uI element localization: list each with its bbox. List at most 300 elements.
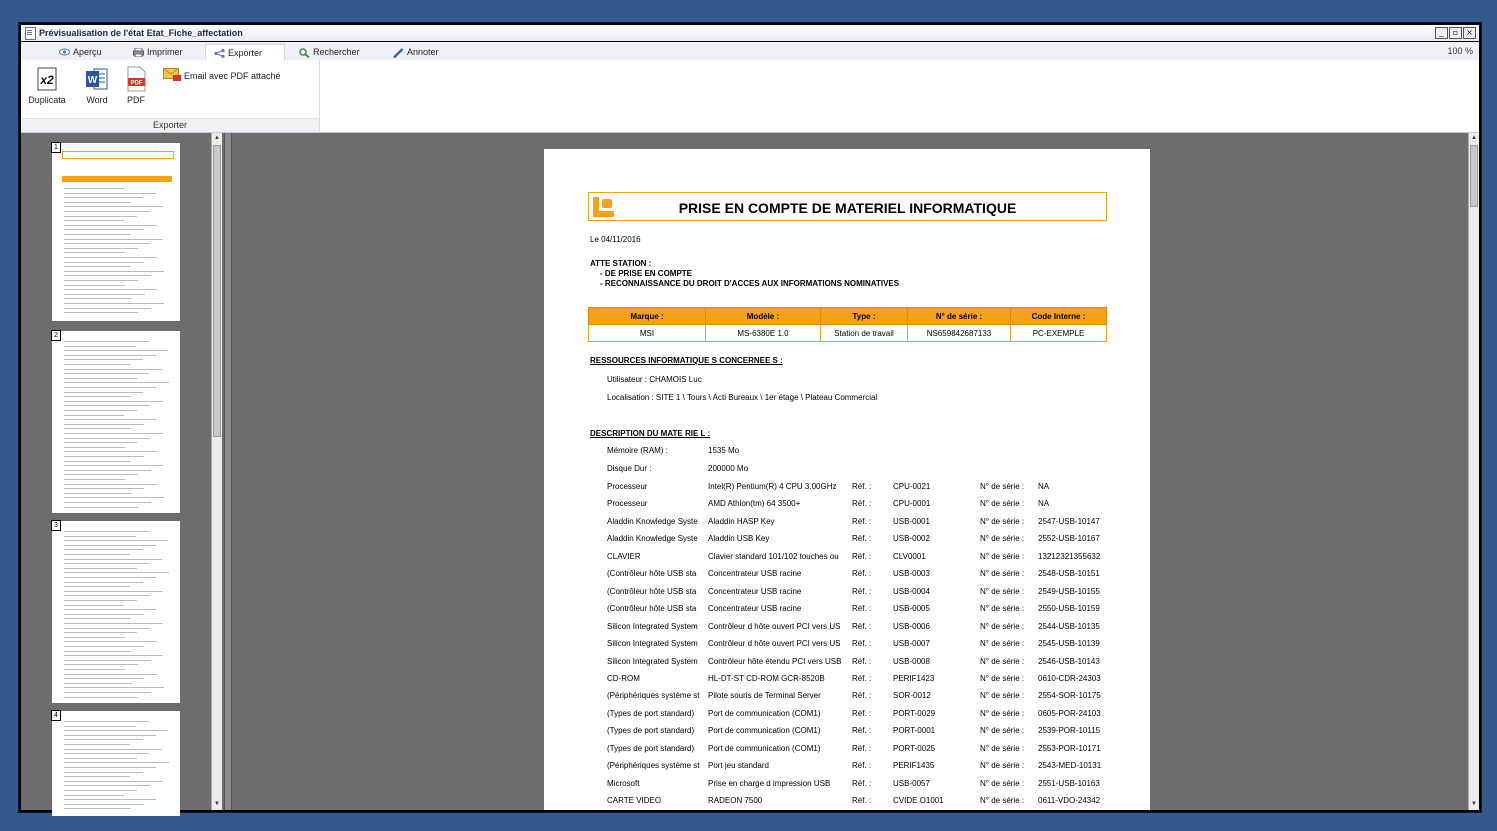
printer-icon: [133, 48, 143, 56]
component-serial: 2554-SOR-10175: [1038, 691, 1101, 701]
thumbnail-line: [64, 470, 151, 471]
component-serial: 2545-USB-10139: [1038, 639, 1100, 649]
thumbnail-line: [64, 726, 136, 727]
component-ref: USB-0004: [893, 586, 930, 596]
component-serial: 2550-USB-10159: [1038, 604, 1100, 614]
component-description: RADEON 7500: [708, 796, 763, 806]
thumbnail-line: [64, 758, 137, 759]
component-ref: USB-0001: [893, 516, 930, 526]
memory-value: 1535 Mo: [708, 446, 740, 455]
thumbnail-line: [64, 447, 125, 448]
value-cell: MS-6380E 1.0: [706, 325, 821, 342]
component-ref: PORT-0025: [893, 743, 936, 753]
thumbnail-line: [64, 605, 124, 606]
component-serial: 2553-POR-10171: [1038, 743, 1101, 753]
memory-label: Mémoire (RAM) :: [607, 446, 668, 455]
pdf-glyph: PDF: [130, 80, 143, 87]
serial-label: N° de série :: [980, 691, 1025, 701]
viewer-area: [21, 133, 1479, 810]
thumbnail-line: [64, 692, 151, 693]
component-description: Concentrateur USB racine: [708, 586, 802, 596]
thumbnail-line: [64, 772, 143, 773]
document-pane: [231, 133, 1479, 810]
thumbnail-line: [64, 410, 137, 411]
header-cell: Type :: [821, 308, 908, 325]
component-serial: 2548-USB-10151: [1038, 569, 1100, 579]
component-ref: USB-0002: [893, 534, 930, 544]
ref-label: Réf. :: [852, 621, 872, 631]
thumbnail-line: [64, 248, 138, 249]
component-serial: 2543-MED-10131: [1038, 761, 1102, 771]
ref-label: Réf. :: [852, 551, 872, 561]
component-serial: 0611-VDO-24342: [1038, 796, 1101, 806]
component-description: AMD Athlon(tm) 64 3500+: [708, 499, 801, 509]
thumbnail-line: [64, 262, 144, 263]
thumbnail-line: [64, 350, 168, 351]
thumbnail-line: [64, 474, 138, 475]
component-ref: USB-0006: [893, 621, 930, 631]
component-ref: USB-0007: [893, 639, 930, 649]
thumbnail-line: [64, 591, 163, 592]
thumbnail-line: [64, 697, 138, 698]
component-ref: PERIF1435: [893, 761, 935, 771]
thumbnail-line: [64, 651, 131, 652]
thumbnail-line: [64, 488, 144, 489]
thumbnail-line: [64, 428, 131, 429]
thumbnail-line: [64, 415, 124, 416]
thumbnail-line: [64, 392, 143, 393]
thumbnail-line: [64, 559, 162, 560]
email-pdf-button[interactable]: [163, 68, 281, 83]
component-description: Port de communication (COM1): [708, 726, 821, 736]
thumbnail-page-2[interactable]: [52, 331, 180, 513]
component-name: CD-ROM: [607, 673, 640, 683]
scroll-up-icon[interactable]: ▲: [214, 135, 220, 141]
component-ref: CPU-0021: [893, 482, 931, 491]
header-cell: Marque :: [589, 308, 706, 325]
header-cell: N° de série :: [908, 308, 1011, 325]
thumbnail-line: [64, 216, 137, 217]
component-name: Processeur: [607, 482, 648, 491]
thumbnail-line: [64, 484, 157, 485]
component-serial: 0610-CDR-24303: [1038, 673, 1101, 683]
thumbnail-line: [64, 545, 156, 546]
thumbnail-line: [64, 442, 137, 443]
component-row: [544, 779, 1144, 791]
pdf-button[interactable]: [116, 66, 156, 105]
header-cell: Modèle :: [706, 308, 821, 325]
thumbnail-line: [64, 188, 124, 189]
thumbnail-line: [64, 660, 151, 661]
serial-label: N° de série :: [980, 516, 1025, 526]
thumbnail-line: [64, 461, 131, 462]
thumbnail-line: [64, 554, 130, 555]
thumbnail-number: 3: [51, 520, 61, 531]
material-header-row: [589, 308, 1107, 325]
window-controls: [1435, 27, 1476, 39]
component-row: [544, 534, 1144, 546]
serial-label: N° de série :: [980, 551, 1025, 561]
component-row: [544, 622, 1144, 634]
component-name: Aladdin Knowledge Syste: [607, 534, 698, 544]
thumbnail-line: [64, 298, 132, 299]
ref-label: Réf. :: [852, 586, 872, 596]
thumbnail-pane: [21, 133, 224, 810]
serial-label: N° de série :: [980, 796, 1025, 806]
serial-label: N° de série :: [980, 586, 1025, 596]
ref-label: Réf. :: [852, 604, 872, 614]
thumbnail-line: [64, 341, 149, 342]
component-row: [544, 552, 1144, 564]
thumbnail-line: [64, 364, 130, 365]
component-description: Concentrateur USB racine: [708, 604, 802, 614]
component-name: Microsoft: [607, 778, 640, 788]
pdf-label: PDF: [127, 95, 145, 105]
thumbnail-line: [64, 531, 149, 532]
thumbnail-line: [64, 433, 163, 434]
thumbnail-line: [64, 382, 169, 383]
component-ref: CVIDE O1001: [893, 796, 944, 806]
component-ref: SOR-0012: [893, 691, 931, 701]
thumbnail-line: [64, 572, 169, 573]
component-name: Aladdin Knowledge Syste: [607, 516, 698, 526]
thumbnail-page-3[interactable]: [52, 521, 180, 703]
document-page: [544, 149, 1150, 810]
word-glyph: W: [87, 75, 98, 86]
thumbnail-line: [64, 369, 162, 370]
scroll-up-icon[interactable]: ▲: [1471, 135, 1477, 141]
thumbnail-line: [64, 595, 150, 596]
thumbnail-line: [64, 252, 125, 253]
ref-label: Réf. :: [852, 673, 872, 683]
component-row: [544, 726, 1144, 738]
export-ribbon: [21, 60, 1479, 133]
thumbnail-line: [64, 730, 168, 731]
serial-label: N° de série :: [980, 778, 1025, 788]
thumbnail-line: [64, 735, 156, 736]
thumbnail-line: [64, 243, 150, 244]
component-description: Port de communication (COM1): [708, 743, 821, 753]
tab-rechercher[interactable]: [291, 44, 368, 60]
user-line: Utilisateur : CHAMOIS Luc: [607, 375, 702, 384]
thumbnail-line: [64, 373, 149, 374]
duplicata-glyph: x2: [40, 73, 54, 87]
thumbnail-line: [64, 577, 156, 578]
thumbnail-number: 1: [51, 142, 61, 153]
component-description: Contrôleur d hôte ouvert PCI vers US: [708, 639, 841, 649]
component-ref: CPU-0001: [893, 499, 931, 509]
thumbnail-line: [64, 401, 163, 402]
component-description: Port de communication (COM1): [708, 708, 821, 718]
document-scrollbar[interactable]: [1468, 133, 1479, 810]
serial-label: N° de série :: [980, 499, 1025, 509]
resources-heading: RESSOURCES INFORMATIQUE S CONCERNEE S :: [590, 356, 783, 365]
material-table: [588, 307, 1107, 342]
component-serial: 2539-POR-10115: [1038, 726, 1101, 736]
word-label: Word: [86, 95, 108, 105]
thumbnail-line: [64, 767, 156, 768]
ref-label: Réf. :: [852, 708, 872, 718]
component-row: [544, 639, 1144, 651]
thumbnail-line: [64, 266, 131, 267]
thumbnail-line: [64, 687, 164, 688]
component-description: Intel(R) Pentium(R) 4 CPU 3.00GHz: [708, 482, 837, 491]
thumbnail-line: [64, 739, 143, 740]
tab-exporter[interactable]: [205, 44, 285, 60]
component-ref: PERIF1423: [893, 673, 935, 683]
group-label: Exporter: [21, 118, 319, 132]
ref-label: Réf. :: [852, 796, 872, 806]
thumbnail-line: [64, 211, 150, 212]
component-ref: USB-0057: [893, 778, 930, 788]
close-button[interactable]: ×: [1463, 27, 1476, 39]
component-row: [544, 569, 1144, 581]
thumbnail-line: [64, 749, 162, 750]
header-cell: Code Interne :: [1011, 308, 1107, 325]
component-serial: NA: [1038, 482, 1050, 491]
thumbnail-table: [62, 176, 172, 182]
ref-label: Réf. :: [852, 761, 872, 771]
component-description: Contrôleur hôte étendu PCI vers USB: [708, 656, 842, 666]
export-group: [21, 60, 320, 132]
component-row: [544, 499, 1144, 511]
serial-label: N° de série :: [980, 639, 1025, 649]
component-row: [544, 517, 1144, 529]
tab-apercu[interactable]: [51, 44, 110, 60]
thumbnail-line: [64, 206, 163, 207]
thumbnail-line: [64, 355, 156, 356]
share-icon: [214, 49, 224, 57]
component-name: (Périphériques système st: [607, 691, 700, 701]
document-icon: [25, 27, 36, 40]
thumbnail-line: [64, 664, 138, 665]
thumbnail-line: [64, 502, 151, 503]
thumbnail-line: [64, 424, 144, 425]
thumbnail-line: [64, 785, 150, 786]
thumbnail-line: [64, 632, 137, 633]
component-name: CARTE VIDEO: [607, 796, 662, 806]
disk-label: Disque Dur :: [607, 464, 652, 473]
component-serial: 2544-USB-10135: [1038, 621, 1100, 631]
thumbnail-line: [64, 359, 143, 360]
thumbnail-line: [64, 536, 136, 537]
component-row: [544, 482, 1144, 494]
thumbnail-line: [64, 378, 137, 379]
ref-label: Réf. :: [852, 639, 872, 649]
ref-label: Réf. :: [852, 743, 872, 753]
attestation-item: - RECONNAISSANCE DU DROIT D'ACCES AUX INFORMATIONS NOMINATIVES: [600, 279, 900, 288]
component-name: Silicon Integrated System: [607, 656, 698, 666]
search-icon: [299, 48, 309, 56]
component-row: [544, 657, 1144, 669]
serial-label: N° de série :: [980, 604, 1025, 614]
component-serial: 2546-USB-10143: [1038, 656, 1100, 666]
component-name: Silicon Integrated System: [607, 639, 698, 649]
component-description: Clavier standard 101/102 touches ou: [708, 551, 839, 561]
thumbnail-line: [64, 294, 145, 295]
component-description: HL-DT-ST CD-ROM GCR-8520B: [708, 673, 825, 683]
serial-label: N° de série :: [980, 569, 1025, 579]
component-row: [544, 709, 1144, 721]
thumbnail-line: [64, 438, 150, 439]
thumbnail-line: [64, 497, 164, 498]
tab-label: Rechercher: [313, 47, 360, 57]
component-name: Processeur: [607, 499, 648, 509]
location-line: Localisation : SITE 1 \ Tours \ Acti Bureaux \ 1er étage \ Plateau Commercial: [607, 393, 878, 402]
thumbnail-header: [62, 151, 174, 159]
restore-button[interactable]: ▫: [1449, 27, 1462, 39]
attestation-item: - DE PRISE EN COMPTE: [600, 269, 693, 278]
zoom-level: 100 %: [1447, 46, 1473, 56]
duplicata-icon: [35, 66, 59, 92]
ref-label: Réf. :: [852, 516, 872, 526]
thumbnail-line: [64, 308, 151, 309]
tab-label: Imprimer: [147, 47, 183, 57]
thumbnail-page-4[interactable]: [52, 711, 180, 816]
tab-bar: [21, 42, 1479, 61]
thumbnail-line: [64, 220, 124, 221]
thumbnail-line: [64, 465, 163, 466]
thumbnail-line: [64, 609, 156, 610]
pen-icon: [393, 48, 403, 56]
serial-label: N° de série :: [980, 726, 1025, 736]
thumbnail-line: [64, 229, 144, 230]
thumbnail-line: [64, 641, 157, 642]
thumbnail-line: [64, 744, 130, 745]
serial-label: N° de série :: [980, 534, 1025, 544]
thumbnail-number: 2: [51, 330, 61, 341]
document-date: Le 04/11/2016: [590, 235, 641, 244]
tab-annoter[interactable]: [385, 44, 447, 60]
component-serial: 2547-USB-10147: [1038, 516, 1100, 526]
thumbnail-line: [64, 600, 137, 601]
thumbnail-line: [64, 669, 125, 670]
thumbnail-line: [64, 396, 130, 397]
ref-label: Réf. :: [852, 569, 872, 579]
serial-label: N° de série :: [980, 673, 1025, 683]
word-button[interactable]: [77, 66, 117, 105]
thumbnail-line: [64, 202, 131, 203]
memory-row: [544, 446, 1144, 458]
serial-label: N° de série :: [980, 743, 1025, 753]
eye-icon: [59, 48, 69, 56]
component-description: Pilote souris de Terminal Server: [708, 691, 821, 701]
disk-row: [544, 464, 1144, 476]
component-name: (Périphériques système st: [607, 761, 700, 771]
ref-label: Réf. :: [852, 726, 872, 736]
thumbnail-scrollbar[interactable]: [211, 133, 222, 810]
document-title: PRISE EN COMPTE DE MATERIEL INFORMATIQUE: [678, 200, 1017, 216]
thumbnail-line: [64, 646, 144, 647]
tab-label: Aperçu: [73, 47, 102, 57]
thumbnail-line: [64, 655, 163, 656]
ref-label: Réf. :: [852, 534, 872, 544]
email-label: Email avec PDF attaché: [184, 70, 281, 81]
thumbnail-line: [64, 193, 156, 194]
component-row: [544, 674, 1144, 686]
thumbnail-line: [64, 346, 136, 347]
component-row: [544, 761, 1144, 773]
thumbnail-line: [64, 678, 144, 679]
thumbnail-line: [64, 312, 138, 313]
component-description: Aladdin USB Key: [708, 534, 770, 544]
ref-label: Réf. :: [852, 778, 872, 788]
thumbnail-line: [64, 721, 149, 722]
window-title: Prévisualisation de l'état Etat_Fiche_affectation: [39, 28, 243, 38]
ref-label: Réf. :: [852, 656, 872, 666]
scrollbar-thumb[interactable]: [1470, 145, 1478, 207]
thumbnail-line: [64, 762, 169, 763]
component-serial: 2551-USB-10163: [1038, 778, 1100, 788]
component-name: (Types de port standard): [607, 743, 695, 753]
serial-label: N° de série :: [980, 482, 1025, 491]
tab-imprimer[interactable]: [125, 44, 191, 60]
component-name: (Contrôleur hôte USB sta: [607, 569, 697, 579]
thumbnail-line: [64, 637, 125, 638]
title-bar: [21, 25, 1479, 41]
component-row: [544, 604, 1144, 616]
attestation-label: ATTE STATION :: [590, 259, 652, 268]
component-serial: 13212321355632: [1038, 551, 1101, 561]
word-icon: [85, 66, 109, 92]
thumbnail-line: [64, 540, 168, 541]
component-serial: NA: [1038, 499, 1050, 509]
minimize-button[interactable]: _: [1435, 27, 1448, 39]
component-ref: PORT-0029: [893, 708, 936, 718]
thumbnail-page-1[interactable]: [52, 143, 180, 321]
thumbnail-line: [64, 451, 157, 452]
thumbnail-line: [64, 257, 157, 258]
thumbnail-line: [64, 808, 131, 809]
component-name: (Contrôleur hôte USB sta: [607, 604, 697, 614]
duplicata-button[interactable]: [27, 66, 67, 105]
component-name: (Types de port standard): [607, 726, 695, 736]
thumbnail-number: 4: [51, 710, 61, 721]
component-name: CLAVIER: [607, 551, 641, 561]
component-ref: USB-0008: [893, 656, 930, 666]
component-ref: USB-0005: [893, 604, 930, 614]
serial-label: N° de série :: [980, 708, 1025, 718]
thumbnail-line: [64, 280, 138, 281]
thumbnail-line: [64, 799, 156, 800]
thumbnail-line: [64, 285, 125, 286]
thumbnail-line: [64, 628, 150, 629]
thumbnail-line: [64, 456, 144, 457]
duplicata-label: Duplicata: [28, 95, 66, 105]
thumbnail-line: [64, 493, 132, 494]
thumbnail-line: [64, 507, 138, 508]
thumbnail-line: [64, 387, 156, 388]
thumbnail-line: [64, 568, 137, 569]
preview-window: [18, 22, 1482, 813]
document-header: [588, 192, 1107, 221]
scroll-down-icon[interactable]: ▼: [1471, 801, 1477, 807]
scroll-down-icon[interactable]: ▼: [214, 801, 220, 807]
component-name: (Types de port standard): [607, 708, 695, 718]
email-icon: [163, 68, 181, 83]
thumbnail-line: [64, 683, 132, 684]
thumbnail-line: [64, 225, 157, 226]
thumbnail-line: [64, 275, 151, 276]
thumbnail-line: [64, 618, 131, 619]
thumbnail-line: [64, 776, 130, 777]
thumbnail-line: [64, 405, 150, 406]
thumbnail-line: [64, 795, 124, 796]
thumbnail-line: [64, 614, 144, 615]
scrollbar-thumb[interactable]: [213, 145, 221, 437]
component-serial: 0605-POR-24103: [1038, 708, 1101, 718]
value-cell: MSI: [589, 325, 706, 342]
